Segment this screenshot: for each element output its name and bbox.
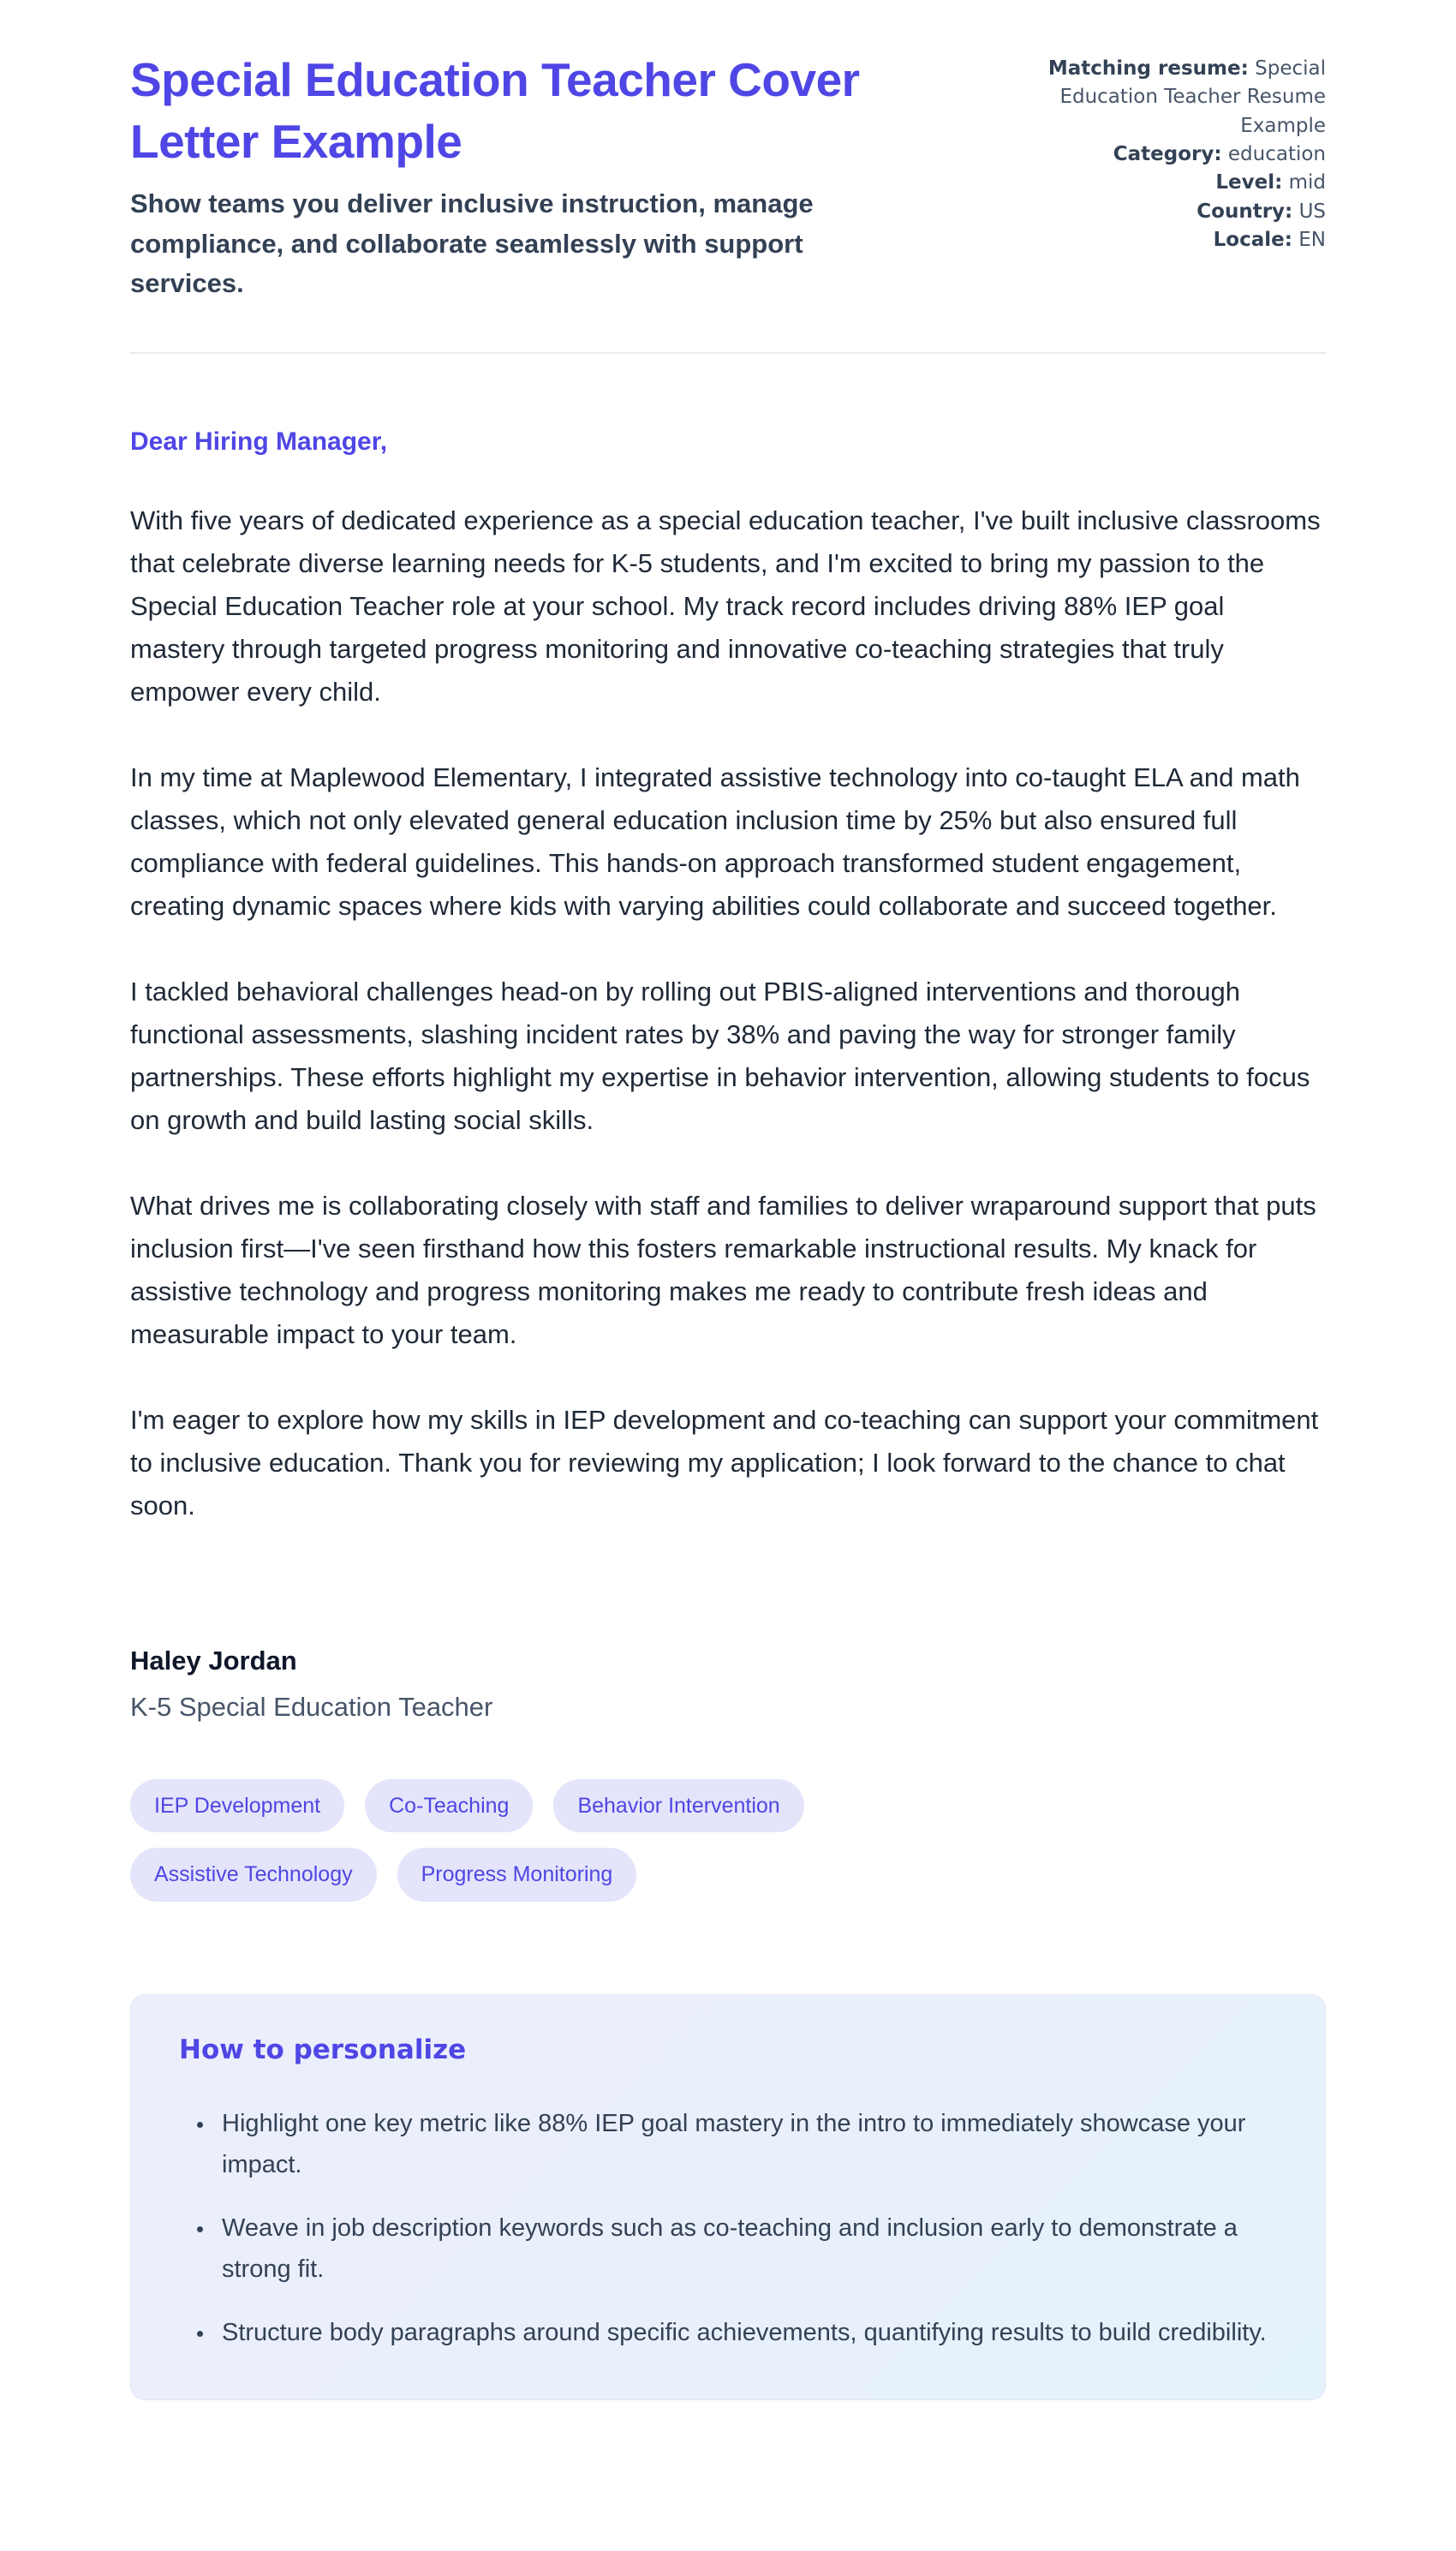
header-title-block — [130, 50, 1030, 304]
meta-locale-label: Locale: — [1213, 229, 1292, 252]
meta-category — [1030, 140, 1326, 169]
personalize-tip-3: • Structure body paragraphs around specific achievements, quantifying results to build credibility. — [215, 2312, 1277, 2353]
resume-meta — [1030, 50, 1326, 254]
signature-name: Haley Jordan — [130, 1645, 297, 1676]
page-subtitle: Show teams you deliver inclusive instruction, manage compliance, and collaborate seamlessly with support services. — [130, 188, 814, 298]
header — [130, 50, 1326, 304]
header-divider — [130, 352, 1326, 354]
personalize-tip-list — [179, 2103, 1277, 2353]
meta-country — [1030, 198, 1326, 226]
cover-letter-body — [130, 427, 1326, 1723]
meta-locale — [1030, 226, 1326, 254]
meta-level — [1030, 169, 1326, 197]
signature-title: K-5 Special Education Teacher — [130, 1691, 493, 1722]
skill-tag-iep-development: IEP Development — [130, 1779, 344, 1833]
skill-tag-list — [130, 1779, 987, 1902]
personalize-tip-2: • Weave in job description keywords such as co-teaching and inclusion early to demonstrate a strong fit. — [215, 2207, 1277, 2290]
personalize-tip-1: • Highlight one key metric like 88% IEP goal mastery in the intro to immediately showcase your impact. — [215, 2103, 1277, 2185]
letter-paragraph-2: In my time at Maplewood Elementary, I integrated assistive technology into co-taught ELA and math classes, which not only elevated general education inclusion time by 25% but also ensured full compliance with federal guidelines. This hands-on approach transformed student engagement, creating dynamic spaces where kids with varying abilities could collaborate and succeed together. — [130, 762, 1300, 921]
meta-locale-value: EN — [1298, 229, 1326, 252]
meta-country-label: Country: — [1196, 200, 1293, 223]
letter-greeting: Dear Hiring Manager, — [130, 427, 388, 456]
letter-paragraph-4: What drives me is collaborating closely with staff and families to deliver wraparound support that puts inclusion first—I've seen firsthand how this fosters remarkable instructional results. My knack for assistive technology and progress monitoring makes me ready to contribute fresh ideas and measurable impact to your team. — [130, 1190, 1316, 1349]
meta-matching-resume — [1030, 55, 1326, 140]
page-title: Special Education Teacher Cover Letter Example — [130, 53, 860, 168]
skill-tag-progress-monitoring: Progress Monitoring — [397, 1848, 637, 1902]
meta-matching-resume-label: Matching resume: — [1047, 57, 1249, 80]
meta-category-label: Category: — [1113, 143, 1222, 166]
page-container — [130, 0, 1326, 2400]
skill-tag-assistive-technology: Assistive Technology — [130, 1848, 377, 1902]
letter-paragraph-3: I tackled behavioral challenges head-on by rolling out PBIS-aligned interventions and thorough functional assessments, slashing incident rates by 38% and paving the way for stronger family partnerships. These efforts highlight my expertise in behavior intervention, allowing students to focus on growth and build lasting social skills. — [130, 976, 1310, 1135]
personalize-heading: How to personalize — [179, 2034, 467, 2065]
meta-matching-resume-value: Special Education Teacher Resume Example — [1059, 57, 1326, 137]
meta-country-value: US — [1298, 200, 1326, 223]
letter-paragraph-1: With five years of dedicated experience as a special education teacher, I've built inclusive classrooms that celebrate diverse learning needs for K-5 students, and I'm excited to bring my passion to the Special Education Teacher role at your school. My track record includes driving 88% IEP goal mastery through targeted progress monitoring and innovative co-teaching strategies that truly empower every child. — [130, 505, 1321, 707]
personalize-card — [130, 1994, 1326, 2400]
letter-paragraph-5: I'm eager to explore how my skills in IEP development and co-teaching can support your commitment to inclusive education. Thank you for reviewing my application; I look forward to the chance to chat soon. — [130, 1404, 1319, 1520]
meta-level-value: mid — [1288, 171, 1326, 194]
skill-tag-behavior-intervention: Behavior Intervention — [553, 1779, 803, 1833]
skill-tag-co-teaching: Co-Teaching — [365, 1779, 533, 1833]
meta-level-label: Level: — [1215, 171, 1283, 194]
meta-category-value: education — [1227, 143, 1326, 166]
